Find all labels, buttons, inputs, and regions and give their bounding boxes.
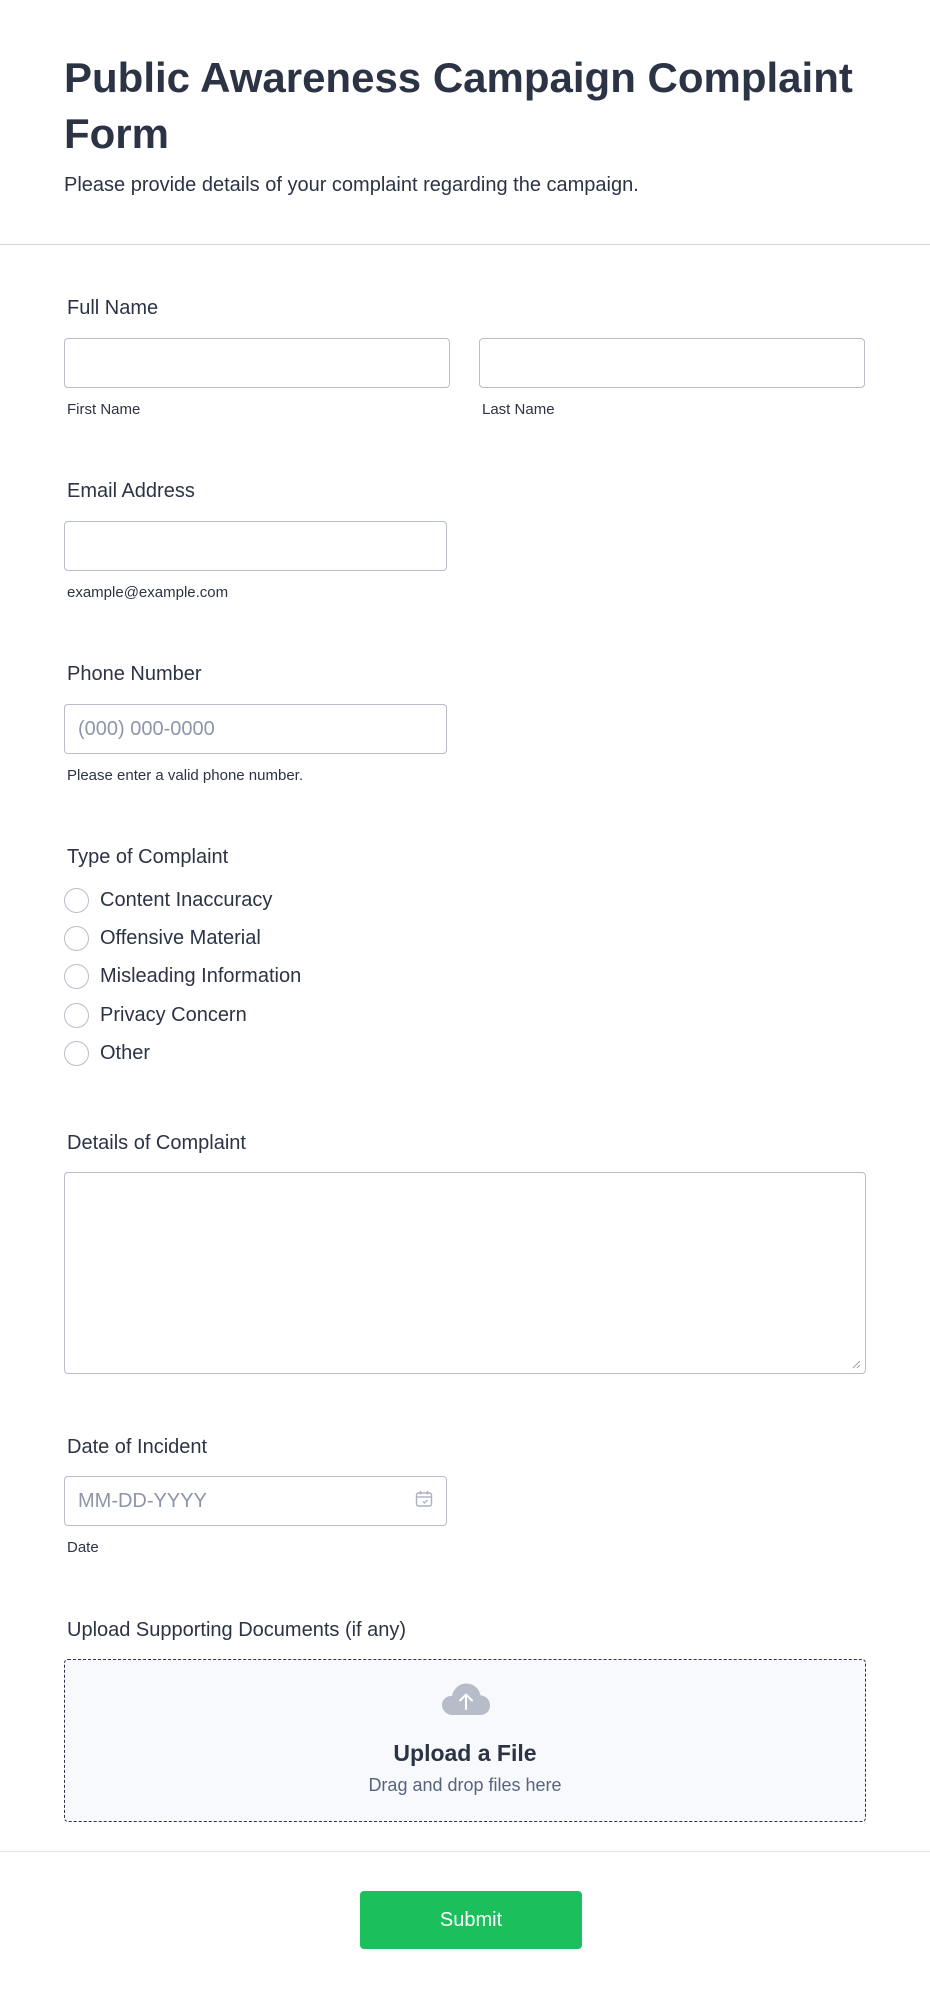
radio-button[interactable] [64, 964, 89, 989]
first-name-input[interactable] [64, 338, 450, 388]
form-header [64, 50, 864, 198]
radio-option-misleading-information[interactable] [64, 962, 301, 990]
details-textarea[interactable] [64, 1172, 866, 1374]
radio-button[interactable] [64, 888, 89, 913]
form-description: Please provide details of your complaint regarding the campaign. [64, 174, 639, 196]
submit-button[interactable]: Submit [360, 1891, 582, 1949]
upload-subtitle: Drag and drop files here [368, 1775, 562, 1795]
radio-label: Content Inaccuracy [100, 888, 273, 911]
first-name-sublabel: First Name [67, 401, 141, 418]
radio-option-other[interactable] [64, 1039, 150, 1067]
details-label: Details of Complaint [67, 1132, 246, 1154]
date-input[interactable] [64, 1476, 447, 1526]
form-title: Public Awareness Campaign Complaint Form [64, 54, 853, 157]
radio-label: Other [100, 1041, 151, 1064]
radio-label: Offensive Material [100, 926, 261, 949]
email-label: Email Address [67, 480, 195, 502]
upload-title: Upload a File [393, 1740, 537, 1766]
upload-label: Upload Supporting Documents (if any) [67, 1619, 407, 1641]
radio-label: Privacy Concern [100, 1003, 247, 1026]
full-name-label: Full Name [67, 297, 159, 319]
file-upload-dropzone[interactable] [64, 1659, 866, 1822]
calendar-icon[interactable] [414, 1489, 434, 1509]
radio-button[interactable] [64, 1003, 89, 1028]
last-name-input[interactable] [479, 338, 865, 388]
phone-sublabel: Please enter a valid phone number. [67, 767, 303, 784]
email-sublabel: example@example.com [67, 584, 229, 601]
phone-label: Phone Number [67, 663, 202, 685]
header-divider [0, 244, 930, 245]
radio-option-content-inaccuracy[interactable] [64, 886, 272, 914]
radio-option-offensive-material[interactable] [64, 924, 261, 952]
radio-option-privacy-concern[interactable] [64, 1001, 247, 1029]
radio-button[interactable] [64, 926, 89, 951]
date-label: Date of Incident [67, 1436, 208, 1458]
radio-button[interactable] [64, 1041, 89, 1066]
email-input[interactable] [64, 521, 447, 571]
cloud-upload-icon [441, 1682, 491, 1718]
last-name-sublabel: Last Name [482, 401, 555, 418]
phone-input[interactable] [64, 704, 447, 754]
footer-divider [0, 1851, 930, 1852]
resize-grip-icon[interactable] [851, 1359, 861, 1369]
date-sublabel: Date [67, 1539, 99, 1556]
radio-label: Misleading Information [100, 964, 302, 987]
complaint-type-label: Type of Complaint [67, 846, 229, 868]
